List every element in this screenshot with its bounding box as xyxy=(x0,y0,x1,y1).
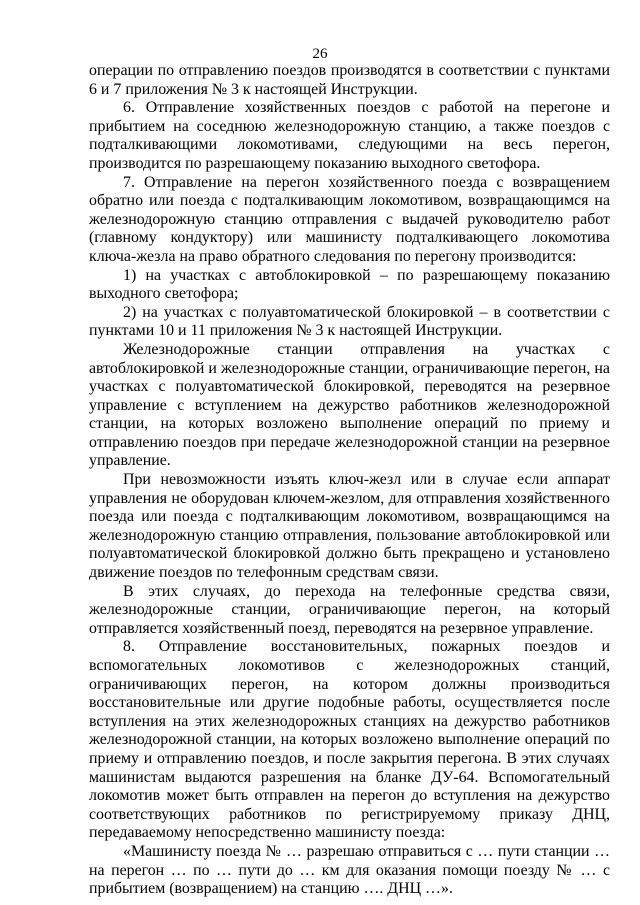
paragraph-order-template: «Машинисту поезда № … разрешаю отправиться с … пути станции … на перегон … по … пути до … км для оказания помощи поезду № … с прибытием (возвращением) на станцию …. ДНЦ …». xyxy=(89,842,610,898)
paragraph-telephone-communication: В этих случаях, до перехода на телефонные средства связи, железнодорожные станции, ограничивающие перегон, на который отправляется хозяйственный поезд, переводятся на резервное управление. xyxy=(89,582,610,637)
paragraph-item-8: 8. Отправление восстановительных, пожарных поездов и вспомогательных локомотивов с железнодорожных станций, ограничивающих перегон, на котором должны производиться восстановительные или другие подобные работы, осуществляется после вступления на этих железнодорожных станциях на дежурство работников железнодорожной станции, на которых возложено выполнение операций по приему и отправлению поездов, и после закрытия перегона. В этих случаях машинистам выдаются разрешения на бланке ДУ-64. Вспомогательный локомотив может быть отправлен на перегон до вступления на дежурство соответствующих работников по регистрируемому приказу ДНЦ, передаваемому непосредственно машинисту поезда: xyxy=(89,638,610,842)
paragraph-subitem-2: 2) на участках с полуавтоматической блокировкой – в соответствии с пунктами 10 и 11 приложения № 3 к настоящей Инструкции. xyxy=(89,303,610,340)
paragraph-subitem-1: 1) на участках с автоблокировкой – по разрешающему показанию выходного светофора; xyxy=(89,266,610,303)
body-text xyxy=(89,62,610,899)
paragraph-item-7: 7. Отправление на перегон хозяйственного поезда с возвращением обратно или поезда с подталкивающим локомотивом, возвращающимся на железнодорожную станцию отправления с выдачей руководителю работ (главному кондуктору) или машинисту подталкивающего локомотива ключа-жезла на право обратного следования по перегону производится: xyxy=(89,173,610,265)
paragraph-key-staff: При невозможности изъять ключ-жезл или в случае если аппарат управления не оборудован ключем-жезлом, для отправления хозяйственного поезда или поезда с подталкивающим локомотивом, возвращающимся на железнодорожную станцию отправления, пользование автоблокировкой или полуавтоматической блокировкой должно быть прекращено и установлено движение поездов по телефонным средствам связи. xyxy=(89,471,610,582)
paragraph-continuation: операции по отправлению поездов производятся в соответствии с пунктами 6 и 7 приложения № 3 к настоящей Инструкции. xyxy=(89,62,610,98)
page-number: 26 xyxy=(312,46,328,62)
paragraph-item-6: 6. Отправление хозяйственных поездов с работой на перегоне и прибытием на соседнюю железнодорожную станцию, а также поездов с подталкивающими локомотивами, следующими на весь перегон, производится по разрешающему показанию выходного светофора. xyxy=(89,99,610,172)
paragraph-reserve-control: Железнодорожные станции отправления на участках с автоблокировкой и железнодорожные станции, ограничивающие перегон, на участках с полуавтоматической блокировкой, переводятся на резервное управление с вступлением на дежурство работников железнодорожной станции, на которых возложено выполнение операций по приему и отправлению поездов при передаче железнодорожной станции на резервное управление. xyxy=(89,340,610,470)
